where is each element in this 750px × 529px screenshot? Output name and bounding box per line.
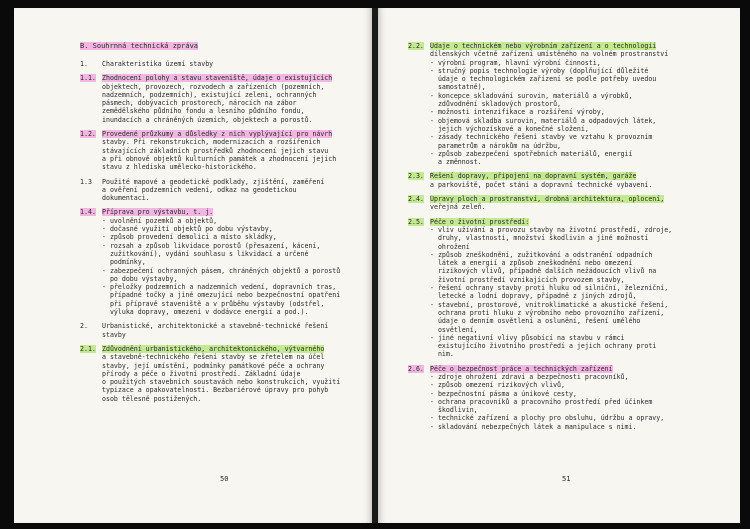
text-line [430,398,708,406]
text-line [430,59,708,67]
text-line-content: veřejná zeleň. [430,203,486,212]
text-line-content: stavu z hlediska umělecko-historického. [102,163,257,172]
text-line-content: - jiné negativní vlivy působící na stavbu v rámci [430,333,625,342]
text-line-content: - skladování nebezpečných látek a manipulace s nimi. [430,422,637,431]
section-body [102,345,366,403]
text-line-content: ohrožení [430,242,470,251]
text-line-content: stavby [102,330,126,339]
text-line-content: Zhodnocení polohy a stavu staveniště, údaje o existujících [102,74,333,83]
text-line-content: podmínky, [102,258,146,267]
text-line [102,147,366,155]
text-line [430,92,708,100]
text-line-content: - zdroje ohrožení zdraví a bezpečnosti pracovníků, [430,372,629,381]
text-line [430,301,708,309]
text-line [102,331,366,339]
text-line [102,378,366,386]
section-number-text: 2.3. [408,172,424,181]
text-line [102,283,366,291]
text-line [430,142,708,150]
text-line [102,186,366,194]
section-number [408,365,430,431]
text-line [430,259,708,267]
section-block [408,365,708,431]
text-line [102,275,366,283]
text-line-content: - stručný popis technologie výroby (doplňující důležité [430,66,649,75]
text-line [430,317,708,325]
text-line-content: a stavebně-technického řešení stavby se zřetelem na účel [102,353,325,362]
text-line-content: údaje o denním osvětlení a oslunění, řešení umělého [430,317,641,326]
text-line-content: o použitých stavebních soustavách nebo konstrukcích, využití [102,378,341,387]
right-sections [408,42,708,431]
text-line [102,395,366,403]
section-block [80,60,366,68]
text-line [430,234,708,242]
text-line-content: Použité mapové a geodetické podklady, zjištění, zaměření [102,177,325,186]
text-line [430,365,708,373]
text-line [430,350,708,358]
text-line-content: a při obnově objektů kulturních památek a zhodnocení jejich [102,154,337,163]
text-line [430,181,708,189]
right-page [378,8,740,523]
text-line-content: - technické zařízení a plochy pro obsluhu, údržbu a opravy, [430,414,665,423]
text-line-content: dokumentaci. [102,194,150,203]
text-line [430,276,708,284]
section-block [80,208,366,316]
text-line-content: - koncepce skladování surovin, materiálů a výrobků, [430,91,633,100]
text-line [430,158,708,166]
text-line-content: Provedené průzkumy a důsledky z nich vyplývající pro návrh [102,130,333,139]
text-line [430,100,708,108]
text-line-content: Příprava pro výstavbu, t. j. [102,208,214,217]
section-number-text: 1.1. [80,74,96,83]
section-block [80,178,366,203]
text-line-content: Péče o životní prostředí: [430,217,530,226]
text-line [430,381,708,389]
text-line [102,386,366,394]
text-line-content: po dobu výstavby, [102,274,178,283]
page-number-right: 51 [562,475,571,483]
text-line-content: - stavební, prostorové, vnitroklimatické a akustické řešení, [430,300,669,309]
left-page [14,8,372,523]
text-line-content: škodlivin, [430,406,478,415]
text-line-content: - způsob omezení rizikových vlivů, [430,381,565,390]
text-line [430,309,708,317]
text-line-content: ochrana proti hluku z výrobního nebo provozního zařízení, [430,308,665,317]
text-line [102,362,366,370]
section-number [80,130,102,171]
section-block [408,42,708,166]
text-line-content: a parkoviště, počet stání a dopravní technické vybavení. [430,180,653,189]
text-line-content: - vliv užívání a provozu stavby na životní prostředí, zdroje, [430,225,673,234]
text-line [430,150,708,158]
section-number [408,42,430,166]
text-line-content: zužitkování), vydání souhlasu s likvidací a určené [102,249,309,258]
text-line-content: životní prostředí vznikajících provozem stavby, [430,275,625,284]
text-line [430,117,708,125]
text-line [102,242,366,250]
text-line [430,292,708,300]
text-line [102,267,366,275]
text-line [102,99,366,107]
text-line-content: - způsob zabezpečení spotřebních materiálů, energií [430,149,633,158]
text-line-content: stávajících základních prostředků zhodnocení jejich stavu [102,146,329,155]
text-line [102,300,366,308]
section-number-text: 2. [80,322,88,331]
text-line [102,163,366,171]
text-line-content: případné točky a jiné omezující nebo bezpečnostní opatření [102,291,341,300]
section-block [80,322,366,339]
text-line [102,345,366,353]
text-line-content: Charakteristika území stavby [102,60,214,68]
book-spread [14,8,740,523]
section-block [408,172,708,189]
text-line-content: Péče o bezpečnost práce a technických zařízení [430,364,613,373]
section-body [102,60,366,68]
text-line [102,138,366,146]
text-line-content: existujícího životního prostředí a jejich ochrany proti [430,342,657,351]
text-line-content: látek a energií a způsob zneškodnění nebo omezení [430,259,633,268]
text-line-content: zemědělského půdního fondu a lesního půdního fondu, [102,107,305,116]
text-line-content: - objemová skladba surovin, materiálů a odpadových látek, [430,116,657,125]
text-line [430,67,708,75]
section-number-text: 2.6. [408,364,424,373]
text-line-content: typizace a opakovatelnosti. Bezbariérové úpravy pro pohyb [102,386,329,395]
section-number [408,172,430,189]
section-number-text: 1. [80,60,88,68]
text-line [430,373,708,381]
text-line-content: Údaje o technickém nebo výrobním zařízení a o technologii [430,42,657,50]
text-line [102,60,366,68]
text-line [430,83,708,91]
text-line-content: Zdůvodnění urbanistického, architektonického, výtvarného [102,344,325,353]
text-line-content: a změnnost. [430,158,482,167]
text-line-content: - bezpečnostní pásma a únikové cesty, [430,389,577,398]
text-line-content: - možnosti intenzifikace a rozšíření výroby, [430,108,605,117]
text-line [102,322,366,330]
section-body [430,218,708,359]
text-line-content: objektech, provozech, rozvodech a zařízeních (pozemních, [102,82,325,91]
text-line [102,74,366,82]
section-block [408,218,708,359]
section-block [408,195,708,212]
section-body [430,365,708,431]
section-body [102,322,366,339]
text-line [430,326,708,334]
section-body [430,42,708,166]
section-number-text: 2.1. [80,344,96,353]
text-line [102,116,366,124]
section-block [80,345,366,403]
section-number [80,322,102,339]
text-line [102,130,366,138]
text-line-content: - způsob zneškodnění, zužitkování a odstranění odpadních [430,250,653,259]
text-line [102,370,366,378]
text-line [430,195,708,203]
text-line [430,243,708,251]
text-line-content: parametrům a nárokům na údržbu, [430,141,562,150]
right-page-content [408,42,708,437]
section-block [80,130,366,171]
section-number-text: 2.2. [408,42,424,50]
text-line [102,353,366,361]
text-line [102,91,366,99]
text-line-content: Řešení dopravy, připojení na dopravní systém, garáže [430,172,637,181]
section-body [102,208,366,316]
text-line [102,194,366,202]
text-line-content: stavby, její umístění, podmínky památkové péče a ochrany [102,361,325,370]
text-line [430,342,708,350]
text-line-content: nadzemních, podzemních), existující zeleni, ochranných [102,90,317,99]
text-line [430,125,708,133]
section-number [80,345,102,403]
text-line-content: přírody a péče o životní prostředí. Základní údaje [102,369,301,378]
text-line [102,83,366,91]
text-line-content: inundacích a chráněných územích, objektech a porostů. [102,115,313,124]
text-line [430,75,708,83]
text-line [430,203,708,211]
text-line-content: - ochrana pracovníků a pracovního prostředí před účinkem [430,397,653,406]
text-line-content: Urbanistické, architektonické a stavebně-technické řešení [102,322,329,331]
section-number [80,74,102,124]
text-line-content: - uvolnění pozemků a objektů, [102,216,218,225]
text-line-content: dílenských včetně zařízení umístěného na volném prostranství [430,50,669,59]
text-line [102,250,366,258]
text-line [102,233,366,241]
section-number [80,208,102,316]
text-line-content: osvětlení, [430,325,478,334]
section-number-text: 1.4. [80,208,96,217]
section-body [430,195,708,212]
text-line [430,133,708,141]
text-line [102,178,366,186]
text-line-content: zdůvodnění skladových prostorů, [430,100,562,109]
text-line [102,308,366,316]
text-line-content: samostatně), [430,83,486,92]
text-line-content: osob tělesně postižených. [102,394,202,403]
section-body [430,172,708,189]
section-number [80,178,102,203]
page-number-left: 50 [220,475,229,483]
text-line-content: nim. [430,350,454,359]
text-line [430,218,708,226]
text-line [430,251,708,259]
text-line [102,107,366,115]
text-line [430,42,708,50]
text-line [102,208,366,216]
text-line-content: při přípravě staveniště a v průběhu výstavby (odstřel, [102,299,325,308]
left-sections [80,60,366,403]
section-block [80,74,366,124]
text-line [102,225,366,233]
section-number [80,60,102,68]
text-line [430,108,708,116]
text-line-content: pásmech, dobývacích prostorech, nárocích na zábor [102,99,297,108]
section-number-text: 2.4. [408,195,424,204]
text-line-content: údaje o technologickém zařízení se podle potřeby uvedou [430,75,657,84]
text-line-content: jejich výchozískové a konečné složení, [430,124,589,133]
text-line [430,172,708,180]
text-line-content: druhy, vlastnosti, množství škodlivin a jiné možností [430,234,649,243]
text-line-content: - výrobní program, hlavní výrobní činnosti, [430,58,601,67]
section-title: B. Souhrnná technická zpráva [80,42,199,50]
text-line-content: - zásady technického řešení stavby ve vztahu k provozním [430,133,653,142]
text-line [430,423,708,431]
section-number [408,195,430,212]
text-line [430,414,708,422]
text-line [430,267,708,275]
text-line-content: - dočasné využití objektů po dobu výstavby, [102,225,273,234]
text-line-content: - rozsah a způsob likvidace porostů (přesazení, kácení, [102,241,321,250]
text-line-content: - způsob provedení demolicí a místo skládky, [102,233,277,242]
text-line [430,334,708,342]
text-line [430,390,708,398]
text-line [102,291,366,299]
text-line-content: a ověření podzemních vedení, odkaz na geodetickou [102,185,297,194]
text-line-content: - řešení ochrany stavby proti hluku od silniční, železniční, [430,284,669,293]
text-line [102,155,366,163]
text-line-content: letecké a lodní dopravy, případně z jiných zdrojů, [430,292,637,301]
text-line [430,226,708,234]
text-line [430,284,708,292]
text-line [102,217,366,225]
left-page-content [80,42,366,409]
text-line-content: stavby. Při rekonstrukcích, modernizacích a rozšířeních [102,138,321,147]
text-line [430,50,708,58]
text-line-content: Úpravy ploch a prostranství, drobná architektura, oplocení, [430,195,665,204]
section-body [102,74,366,124]
section-number-text: 1.2. [80,130,96,139]
text-line [102,258,366,266]
section-number-text: 1.3 [80,177,92,186]
section-body [102,130,366,171]
text-line [430,406,708,414]
text-line-content: výluka dopravy, omezení v dodávce energií a pod.). [102,308,309,317]
text-line-content: - zabezpečení ochranných pásem, chráněných objektů a porostů [102,266,341,275]
text-line-content: rizikových vlivů, případně dalších nežádoucích vlivů na [430,267,657,276]
section-number [408,218,430,359]
section-number-text: 2.5. [408,217,424,226]
section-body [102,178,366,203]
text-line-content: - přeložky podzemních a nadzemních vedení, dopravních tras, [102,283,337,292]
